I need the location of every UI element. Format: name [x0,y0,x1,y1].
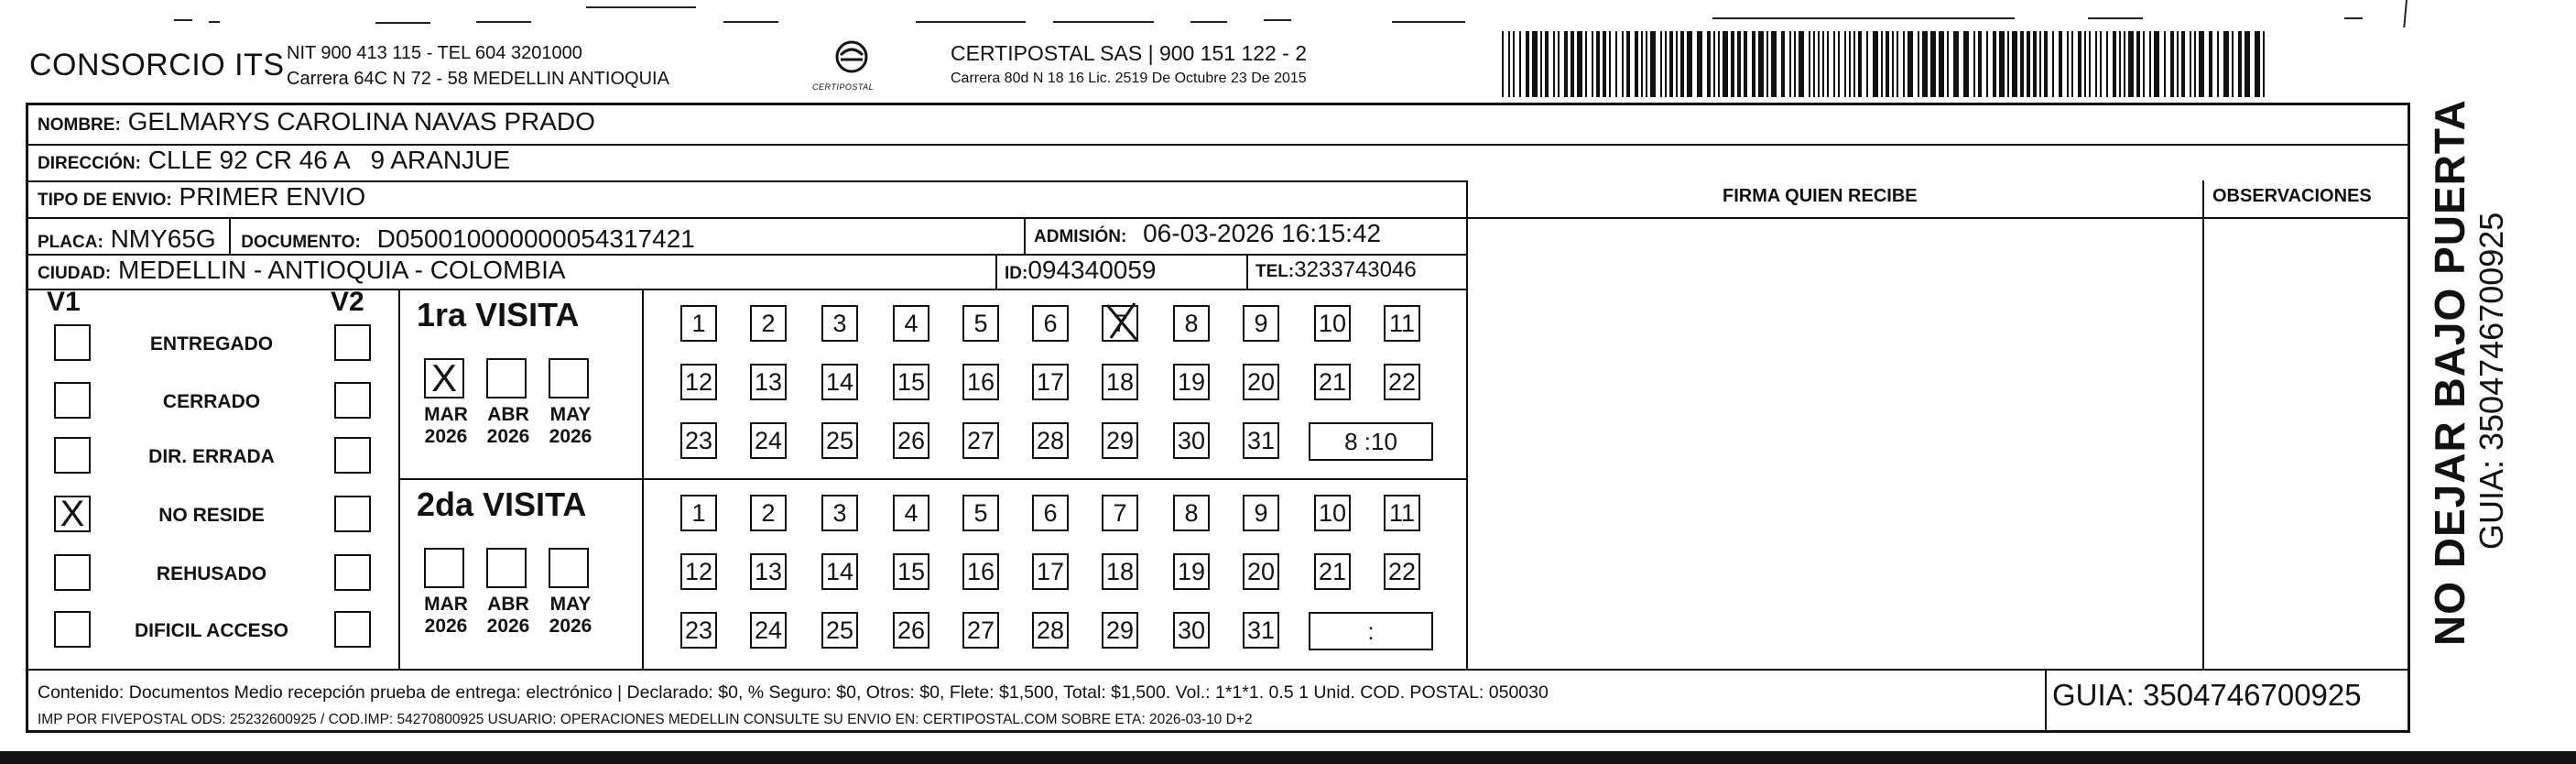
day-box[interactable]: 16 [962,364,999,400]
tipo-envio-label: TIPO DE ENVIO: [38,191,172,210]
day-box[interactable]: 22 [1384,553,1420,590]
print-info: IMP POR FIVEPOSTAL ODS: 25232600925 / COD.IMP: 54270800925 USUARIO: OPERACIONES MEDELLIN CONSULTE SU ENVIO EN: CERTIPOSTAL.COM SOBRE ETA: 2026-03-10 D+2 [38,712,1253,727]
document-value: D050010000000054317421 [376,224,695,253]
month-year: 2026 [424,426,468,447]
day-box[interactable]: 28 [1032,612,1069,649]
company-address-line: Carrera 64C N 72 - 58 MEDELLIN ANTIOQUIA [287,69,669,89]
direccion-label: DIRECCIÓN: [38,154,141,173]
month-year: 2026 [486,426,530,447]
day-box[interactable]: 23 [680,422,717,459]
day-box[interactable]: 4 [893,495,929,531]
status-v2-checkbox[interactable] [334,496,371,532]
day-box[interactable]: 27 [962,612,999,649]
status-label: REHUSADO [156,563,267,584]
tel-label: TEL: [1255,262,1295,281]
day-box[interactable]: 14 [821,553,858,590]
day-box[interactable]: 25 [821,612,858,649]
id-label: ID: [1005,264,1028,283]
month-checkbox[interactable] [549,358,589,398]
day-box[interactable]: 19 [1173,364,1210,400]
month-checkbox[interactable] [424,548,464,588]
day-box[interactable]: 29 [1102,422,1138,459]
recipient-name: GELMARYS CAROLINA NAVAS PRADO [127,107,595,136]
plate-value: NMY65G [110,224,216,253]
month-checkbox[interactable]: X [424,358,464,398]
observaciones-header: OBSERVACIONES [2212,186,2372,206]
month-name: MAR [424,594,468,615]
status-label: DIR. ERRADA [148,446,275,467]
month-year: 2026 [549,426,592,447]
day-box[interactable]: 10 [1314,495,1351,531]
day-box[interactable]: 23 [680,612,717,649]
status-v1-checkbox[interactable] [54,437,91,474]
nombre-label: NOMBRE: [38,115,121,135]
day-box[interactable]: 31 [1243,422,1279,459]
day-box[interactable]: 15 [893,364,929,400]
day-box[interactable]: 19 [1173,553,1210,590]
day-box[interactable]: 9 [1243,495,1279,531]
company-nit-line: NIT 900 413 115 - TEL 604 3201000 [287,43,582,63]
visit-time-box[interactable]: 8 :10 [1309,422,1433,461]
day-box[interactable]: 13 [750,553,787,590]
visit-time-box[interactable]: : [1309,612,1433,650]
month-checkbox[interactable] [486,358,527,398]
carrier-name-line: CERTIPOSTAL SAS | 900 151 122 - 2 [951,41,1308,65]
admission-value: 06-03-2026 16:15:42 [1143,219,1382,247]
month-label [417,594,475,638]
carrier-address-line: Carrera 80d N 18 16 Lic. 2519 De Octubre 23 De 2015 [951,71,1307,86]
barcode [1502,31,2271,97]
month-checkbox[interactable] [486,548,527,588]
recipient-name-row [38,107,595,136]
day-box[interactable]: 30 [1173,612,1210,649]
month-label [541,594,600,638]
status-label: NO RESIDE [158,505,265,526]
day-box[interactable]: 9 [1243,305,1279,342]
day-box[interactable]: 7 [1102,495,1138,531]
carrier-info [951,40,1307,92]
day-box[interactable]: 18 [1102,553,1138,590]
v2-header: V2 [331,287,364,317]
day-box[interactable]: 21 [1314,553,1351,590]
day-box[interactable]: 18 [1102,364,1138,400]
documento-label: DOCUMENTO: [241,233,361,252]
hand-mark-icon [1102,300,1142,344]
day-box[interactable]: 3 [821,495,858,531]
shipment-type: PRIMER ENVIO [179,182,366,211]
scan-noise [0,0,2576,27]
v1-header: V1 [47,287,81,317]
day-box[interactable]: 17 [1032,553,1069,590]
id-field [1005,256,1156,285]
status-v1-checkbox[interactable] [54,324,91,361]
day-box[interactable]: 27 [962,422,999,459]
day-box[interactable]: 22 [1384,364,1420,400]
firma-header: FIRMA QUIEN RECIBE [1723,186,1918,206]
day-box[interactable]: 25 [821,422,858,459]
day-box[interactable]: 2 [750,495,787,531]
scan-edge [0,751,2576,764]
day-box[interactable]: 20 [1243,364,1279,400]
admision-label: ADMISIÓN: [1034,227,1127,246]
day-box[interactable]: 24 [750,422,787,459]
day-box[interactable]: 15 [893,553,929,590]
day-box[interactable]: 6 [1032,305,1069,342]
day-box[interactable]: 20 [1243,553,1279,590]
day-box[interactable]: 10 [1314,305,1351,342]
day-box[interactable]: 17 [1032,364,1069,400]
content-summary: Contenido: Documentos Medio recepción prueba de entrega: electrónico | Declarado: $0, % Seguro: $0, Otros: $0, Flete: $1,500, Total: $1,500. Vol.: 1*1*1. 0.5 1 Unid. COD. POSTAL: 050030 [38,682,1549,703]
address-row [38,146,510,175]
day-box[interactable]: 29 [1102,612,1138,649]
month-name: MAY [549,594,592,615]
placa-label: PLACA: [38,233,103,252]
shipment-type-row [38,182,365,212]
day-box[interactable]: 6 [1032,495,1069,531]
day-box[interactable]: 28 [1032,422,1069,459]
id-value: 094340059 [1027,256,1157,284]
day-box[interactable]: 8 [1173,495,1210,531]
day-box[interactable]: 30 [1173,422,1210,459]
status-v1-checkbox[interactable]: X [54,496,91,532]
month-year: 2026 [424,616,468,637]
day-box[interactable]: 4 [893,305,929,342]
day-box[interactable]: 2 [750,305,787,342]
delivery-form [26,103,2410,733]
day-box[interactable]: 11 [1384,495,1420,531]
day-box[interactable]: 12 [680,553,717,590]
visit-title: 2da VISITA [417,486,587,523]
status-v2-checkbox[interactable] [334,437,371,474]
status-v2-checkbox[interactable] [334,382,371,419]
visit-title: 1ra VISITA [417,296,580,333]
status-label: CERRADO [162,391,261,412]
day-box[interactable]: 1 [680,495,717,531]
month-label [479,594,538,638]
month-checkbox[interactable] [549,548,589,588]
day-box[interactable]: 1 [680,305,717,342]
status-v1-checkbox[interactable] [54,382,91,419]
day-box[interactable]: 26 [893,422,929,459]
day-box[interactable]: 24 [750,612,787,649]
city-row [38,256,566,285]
day-box[interactable]: 5 [962,305,999,342]
status-v1-checkbox[interactable] [54,554,91,591]
company-name: CONSORCIO ITS [29,48,285,82]
day-box[interactable]: 14 [821,364,858,400]
side-guide-number: GUIA: 3504746700925 [2473,212,2510,550]
status-v2-checkbox[interactable] [334,554,371,591]
day-box[interactable]: 12 [680,364,717,400]
status-v1-checkbox[interactable] [54,611,91,648]
day-box[interactable]: 3 [821,305,858,342]
month-year: 2026 [486,616,530,637]
status-v2-checkbox[interactable] [334,324,371,361]
no-dejar-notice: NO DEJAR BAJO PUERTA [2426,99,2473,646]
month-label [417,404,475,448]
month-year: 2026 [549,616,592,637]
city-value: MEDELLIN - ANTIOQUIA - COLOMBIA [118,256,566,284]
month-label [541,404,600,448]
day-box[interactable]: 26 [893,612,929,649]
ciudad-label: CIUDAD: [38,264,112,283]
day-box[interactable]: 31 [1243,612,1279,649]
month-label [479,404,538,448]
day-box[interactable]: 5 [962,495,999,531]
admission-field [1034,219,1381,248]
status-label: DIFICIL ACCESO [134,620,288,641]
tel-field [1255,257,1417,283]
status-v2-checkbox[interactable] [334,611,371,648]
day-box[interactable]: 13 [750,364,787,400]
month-name: MAY [549,404,592,425]
status-label: ENTREGADO [149,333,274,355]
month-name: MAR [424,404,468,425]
recipient-address: CLLE 92 CR 46 A 9 ARANJUE [147,146,511,174]
company-info [287,40,669,92]
day-box[interactable]: 11 [1384,305,1420,342]
day-box[interactable]: 8 [1173,305,1210,342]
guide-number: GUIA: 3504746700925 [2052,678,2362,712]
logo-wordmark: CERTIPOSTAL [812,82,875,92]
day-box[interactable]: 16 [962,553,999,590]
plate-document-row [38,219,695,254]
month-name: ABR [487,404,529,425]
day-box[interactable]: 21 [1314,364,1351,400]
month-name: ABR [487,594,529,615]
day-box[interactable]: 7 [1102,305,1138,342]
tel-value: 3233743046 [1294,257,1417,282]
